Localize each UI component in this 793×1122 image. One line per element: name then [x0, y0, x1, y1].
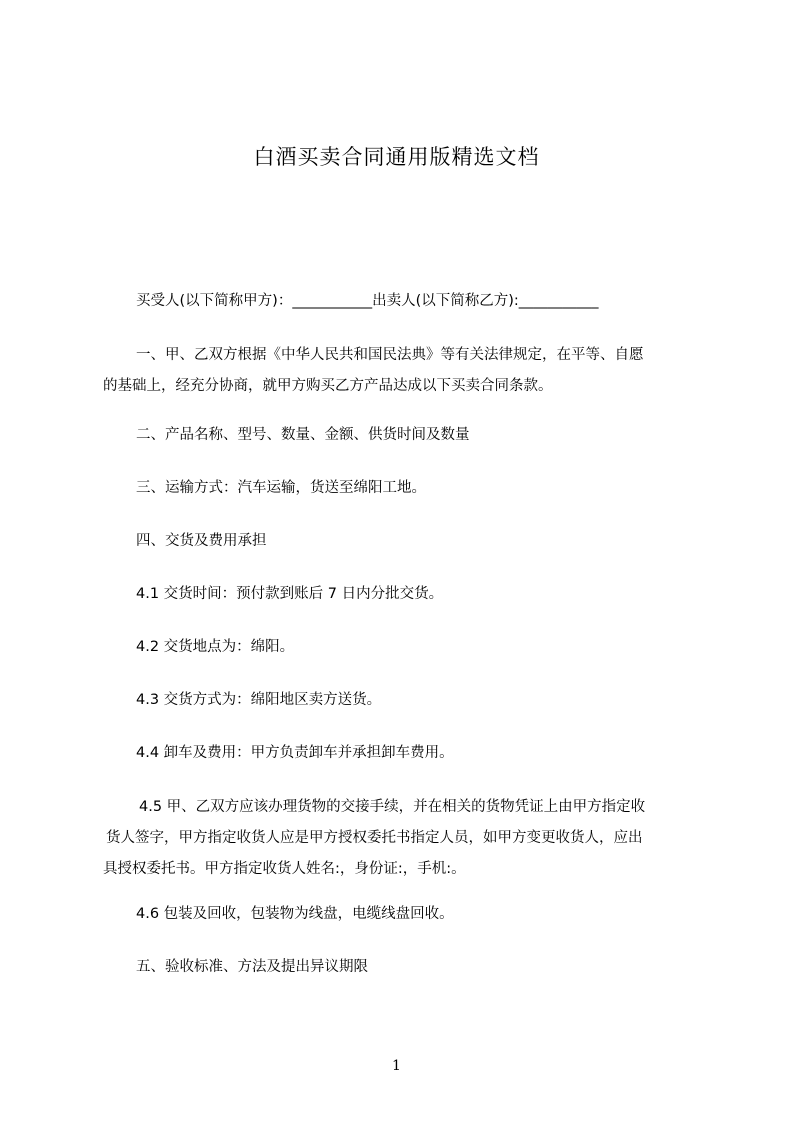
clause-5-heading: 五、验收标准、方法及提出异议期限 [136, 959, 368, 975]
clause-1-line-2: 的基础上，经充分协商，就甲方购买乙方产品达成以下买卖合同条款。 [103, 378, 553, 394]
clause-4-5-line-3: 具授权委托书。甲方指定收货人姓名:，身份证:，手机:。 [103, 861, 466, 877]
clause-1-line-1: 一、甲、乙双方根据《中华人民共和国民法典》等有关法律规定，在平等、自愿 [136, 347, 644, 363]
clause-4-6-text: 4.6 包装及回收，包装物为线盘，电缆线盘回收。 [136, 906, 454, 922]
clause-4-3-text: 4.3 交货方式为：绵阳地区卖方送货。 [136, 692, 382, 708]
clause-4-5-line-2: 货人签字，甲方指定收货人应是甲方授权委托书指定人员，如甲方变更收货人，应出 [106, 830, 643, 846]
clause-4-4-text: 4.4 卸车及费用：甲方负责卸车并承担卸车费用。 [136, 745, 454, 761]
clause-1-paragraph [103, 340, 703, 402]
clause-2-heading: 二、产品名称、型号、数量、金额、供货时间及数量 [136, 427, 470, 443]
clause-4-heading: 四、交货及费用承担 [136, 533, 267, 549]
parties-line: 买受人(以下简称甲方)：___________出卖人(以下简称乙方):___________ [136, 293, 599, 309]
clause-4-1-text: 4.1 交货时间：预付款到账后 7 日内分批交货。 [136, 586, 444, 602]
clause-4-5-paragraph [103, 792, 703, 885]
document-title: 白酒买卖合同通用版精选文档 [253, 145, 540, 169]
clause-4-2-text: 4.2 交货地点为：绵阳。 [136, 639, 295, 655]
page-number: 1 [392, 1058, 401, 1074]
clause-4-5-line-1: 4.5 甲、乙双方应该办理货物的交接手续，并在相关的货物凭证上由甲方指定收 [139, 799, 646, 815]
clause-3-text: 三、运输方式：汽车运输，货送至绵阳工地。 [136, 480, 426, 496]
